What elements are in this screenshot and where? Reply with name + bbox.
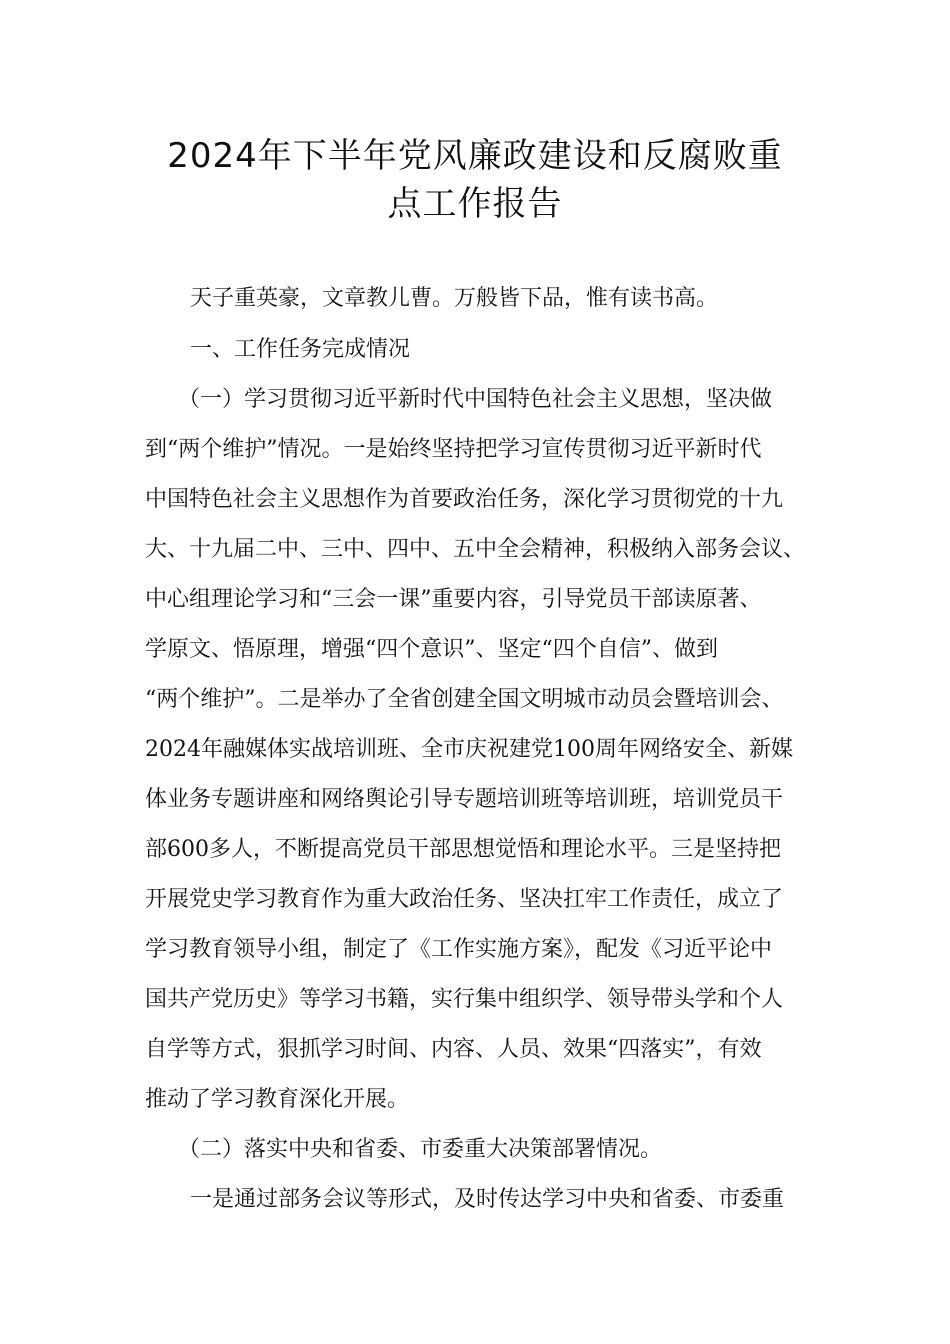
paragraph-1-line-11: 开展党史学习教育作为重大政治任务、坚决扛牢工作责任，成立了	[145, 887, 784, 912]
paragraph-1-line-4: 大、十九届二中、三中、四中、五中全会精神，积极纳入部务会议、	[145, 537, 806, 562]
paragraph-1-line-5: 中心组理论学习和“三会一课”重要内容，引导党员干部读原著、	[145, 587, 762, 612]
paragraph-2-line-1: 一是通过部务会议等形式，及时传达学习中央和省委、市委重	[190, 1187, 785, 1212]
opening-quote: 天子重英豪，文章教儿曹。万般皆下品，惟有读书高。	[190, 286, 719, 311]
section-heading-1: 一、工作任务完成情况	[190, 337, 411, 362]
paragraph-1-line-12: 学习教育领导小组，制定了《工作实施方案》，配发《习近平论中	[145, 937, 773, 962]
paragraph-1-line-10: 部600多人，不断提高党员干部思想觉悟和理论水平。三是坚持把	[145, 837, 781, 862]
paragraph-1-line-13: 国共产党历史》等学习书籍，实行集中组织学、领导带头学和个人	[145, 987, 784, 1012]
document-title-line-1: 2024年下半年党风廉政建设和反腐败重	[167, 136, 783, 176]
paragraph-1-line-1: （一）学习贯彻习近平新时代中国特色社会主义思想，坚决做	[178, 387, 773, 412]
paragraph-1-line-14: 自学等方式，狠抓学习时间、内容、人员、效果“四落实”，有效	[145, 1037, 762, 1062]
paragraph-1-line-9: 体业务专题讲座和网络舆论引导专题培训班等培训班，培训党员干	[145, 787, 784, 812]
paragraph-1-line-7: “两个维护”。二是举办了全省创建全国文明城市动员会暨培训会、	[145, 687, 784, 712]
section-subheading-2: （二）落实中央和省委、市委重大决策部署情况。	[178, 1137, 663, 1162]
paragraph-1-line-3: 中国特色社会主义思想作为首要政治任务，深化学习贯彻党的十九	[145, 487, 784, 512]
paragraph-1-line-8: 2024年融媒体实战培训班、全市庆祝建党100周年网络安全、新媒	[145, 737, 793, 762]
paragraph-1-line-15: 推动了学习教育深化开展。	[145, 1087, 410, 1112]
paragraph-1-line-6: 学原文、悟原理，增强“四个意识”、坚定“四个自信”、做到	[145, 637, 718, 662]
document-title-line-2: 点工作报告	[387, 184, 563, 224]
paragraph-1-line-2: 到“两个维护”情况。一是始终坚持把学习宣传贯彻习近平新时代	[145, 437, 762, 462]
